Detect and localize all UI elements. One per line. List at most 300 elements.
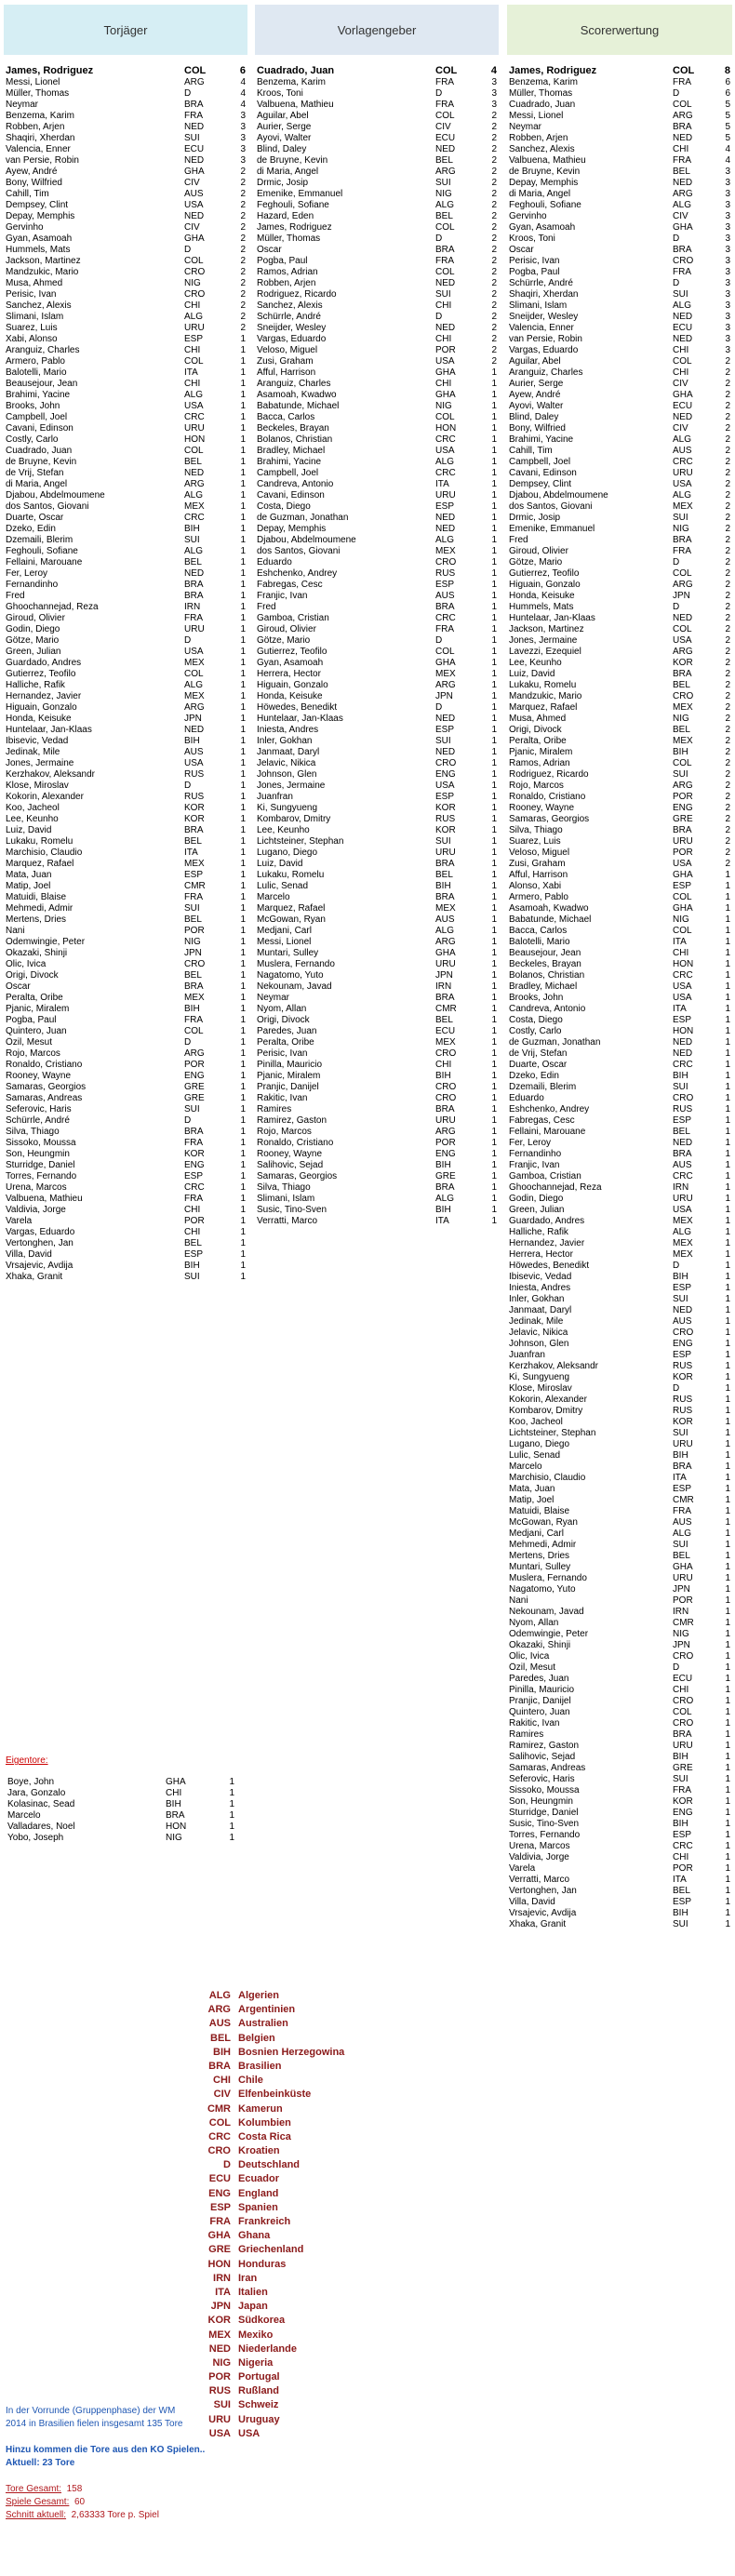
count-value: 3 [491, 77, 497, 87]
country-code: MEX [184, 859, 205, 869]
count-value: 1 [725, 1238, 730, 1248]
country-code: ARG [184, 77, 205, 87]
count-value: 1 [240, 367, 246, 378]
table-row [507, 1919, 732, 1930]
country-code: RUS [673, 1395, 693, 1405]
legend-code: CMR [207, 2102, 231, 2115]
player-name: Origi, Divock [509, 725, 562, 735]
table-row [507, 1060, 732, 1071]
count-value: 1 [491, 390, 497, 400]
player-name: Feghouli, Sofiane [6, 546, 78, 556]
table-row [507, 1305, 732, 1316]
player-name: Gutierrez, Teofilo [257, 647, 327, 657]
player-name: Torres, Fernando [509, 1830, 581, 1840]
count-value: 1 [725, 1528, 730, 1539]
player-name: Johnson, Glen [509, 1339, 569, 1349]
player-name: Kroos, Toni [257, 88, 303, 99]
count-value: 1 [725, 1182, 730, 1193]
table-row [507, 490, 732, 501]
table-row [507, 1160, 732, 1171]
country-code: CIV [184, 222, 200, 233]
player-name: Rooney, Wayne [509, 803, 575, 813]
count-value: 1 [240, 1026, 246, 1036]
note-line-4: Aktuell: 23 Tore [6, 2458, 75, 2468]
table-row [255, 769, 499, 781]
table-row [4, 903, 247, 914]
table-row [4, 1060, 247, 1071]
count-value: 1 [725, 1707, 730, 1717]
player-name: Mehmedi, Admir [6, 903, 74, 914]
player-name: Asamoah, Kwadwo [257, 390, 337, 400]
count-value: 1 [491, 736, 497, 746]
country-code: HON [673, 959, 694, 969]
table-row [507, 792, 732, 803]
count-value: 1 [491, 1093, 497, 1103]
player-name: Samaras, Georgios [6, 1082, 87, 1092]
country-code: ALG [673, 1528, 692, 1539]
count-value: 2 [491, 234, 497, 244]
table-row [507, 1629, 732, 1640]
table-row [4, 758, 247, 769]
table-row [507, 390, 732, 401]
country-code: BEL [673, 1886, 690, 1896]
country-code: KOR [435, 803, 456, 813]
table-row [255, 234, 499, 245]
country-code: CRO [673, 1093, 694, 1103]
country-code: SUI [673, 513, 688, 523]
legend-code: KOR [207, 2315, 231, 2327]
table-row [507, 1071, 732, 1082]
player-name: Musa, Ahmed [509, 714, 567, 724]
count-value: 1 [725, 1261, 730, 1271]
country-code: BIH [673, 1908, 688, 1918]
table-row [507, 669, 732, 680]
count-value: 2 [725, 792, 730, 802]
table-row [255, 647, 499, 658]
count-value: 2 [725, 479, 730, 489]
country-code: ARG [673, 111, 693, 121]
count-value: 1 [725, 1919, 730, 1929]
country-code: COL [184, 256, 204, 266]
table-row [507, 580, 732, 591]
table-row [4, 859, 247, 870]
country-code: GHA [673, 870, 693, 880]
count-value: 1 [491, 1082, 497, 1092]
player-name: Kerzhakov, Aleksandr [509, 1361, 598, 1371]
player-name: Giroud, Olivier [257, 624, 316, 634]
country-code: URU [673, 1741, 693, 1751]
country-code: KOR [673, 1417, 693, 1427]
player-name: Sneijder, Wesley [509, 312, 579, 322]
player-name: Müller, Thomas [6, 88, 70, 99]
table-row [507, 1372, 732, 1383]
table-row [507, 111, 732, 122]
table-row [255, 200, 499, 211]
count-value: 1 [725, 870, 730, 880]
table-row [255, 1182, 499, 1194]
count-value: 1 [725, 1484, 730, 1494]
player-name: Nekounam, Javad [509, 1607, 584, 1617]
country-code: JPN [673, 1584, 690, 1595]
player-name: Nagatomo, Yuto [509, 1584, 576, 1595]
player-name: Vargas, Eduardo [257, 334, 327, 344]
player-name: Godin, Diego [6, 624, 60, 634]
country-code: ESP [184, 1171, 204, 1181]
table-row [507, 1551, 732, 1562]
player-name: Beausejour, Jean [509, 948, 581, 958]
table-row [507, 1115, 732, 1127]
player-name: Depay, Memphis [257, 524, 327, 534]
country-code: ECU [184, 144, 205, 154]
country-code: BEL [184, 836, 202, 847]
count-value: 1 [491, 669, 497, 679]
count-value: 1 [725, 1875, 730, 1885]
player-name: Lukaku, Romelu [509, 680, 577, 690]
player-name: Samaras, Georgios [257, 1171, 338, 1181]
country-code: GHA [435, 948, 456, 958]
legend-row [182, 2116, 415, 2130]
count-value: 1 [240, 613, 246, 623]
spiele-gesamt [6, 2496, 275, 2509]
player-name: Paredes, Juan [257, 1026, 317, 1036]
player-name: Vargas, Eduardo [6, 1227, 75, 1237]
country-code: CIV [673, 211, 688, 221]
country-code: ITA [673, 1875, 687, 1885]
player-name: Mandzukic, Mario [6, 267, 79, 277]
country-code: NED [673, 613, 693, 623]
player-name: Rooney, Wayne [257, 1149, 323, 1159]
table-row [255, 702, 499, 714]
player-name: Mata, Juan [509, 1484, 555, 1494]
table-row [507, 714, 732, 725]
player-name: Cuadrado, Juan [6, 446, 73, 456]
player-name: dos Santos, Giovani [6, 501, 89, 512]
count-value: 2 [491, 122, 497, 132]
table-row [255, 758, 499, 769]
country-code: ITA [673, 1004, 687, 1014]
player-name: Lichtsteiner, Stephan [257, 836, 344, 847]
player-name: Perisic, Ivan [6, 289, 57, 300]
count-value: 2 [725, 859, 730, 869]
player-name: Giroud, Olivier [509, 546, 568, 556]
country-code: CRO [673, 1328, 694, 1338]
table-row [255, 1015, 499, 1026]
count-value: 1 [491, 501, 497, 512]
table-row [507, 1540, 732, 1551]
table-row [507, 1729, 732, 1741]
count-value: 2 [725, 624, 730, 634]
player-name: Jackson, Martinez [6, 256, 81, 266]
country-code: GHA [673, 390, 693, 400]
player-name: Özil, Mesut [509, 1662, 556, 1673]
player-name: Valencia, Enner [6, 144, 71, 154]
country-code: MEX [673, 1249, 693, 1260]
count-value: 1 [240, 1015, 246, 1025]
count-value: 1 [725, 1741, 730, 1751]
country-code: COL [184, 446, 204, 456]
country-code: COL [673, 1707, 692, 1717]
table-row [507, 658, 732, 669]
player-name: Neymar [6, 100, 39, 110]
player-name: Jelavic, Nikica [509, 1328, 568, 1338]
player-name: Hazard, Eden [257, 211, 314, 221]
player-name: Armero, Pablo [6, 356, 65, 367]
count-value: 2 [725, 524, 730, 534]
count-value: 1 [240, 1093, 246, 1103]
player-name: Gyan, Asamoah [509, 222, 576, 233]
country-code: POR [435, 345, 456, 355]
table-row [507, 825, 732, 836]
count-value: 1 [491, 557, 497, 567]
country-code: BIH [435, 1205, 451, 1215]
table-row [4, 457, 247, 468]
table-row [507, 1093, 732, 1104]
count-value: 1 [240, 1227, 246, 1237]
country-code: D [673, 88, 680, 99]
count-value: 2 [240, 278, 246, 288]
table-row [507, 635, 732, 647]
country-code: CMR [184, 881, 206, 891]
count-value: 1 [725, 1729, 730, 1740]
count-value: 1 [491, 803, 497, 813]
country-code: ENG [184, 1160, 205, 1170]
count-value: 2 [491, 312, 497, 322]
count-value: 2 [725, 546, 730, 556]
count-value: 1 [240, 1082, 246, 1092]
count-value: 1 [725, 970, 730, 981]
country-code: USA [184, 200, 204, 210]
legend-row [182, 2144, 415, 2158]
count-value: 1 [240, 725, 246, 735]
player-name: Perisic, Ivan [509, 256, 560, 266]
player-name: Drmic, Josip [509, 513, 561, 523]
player-name: Bacca, Carlos [509, 926, 568, 936]
count-value: 1 [240, 535, 246, 545]
table-row [4, 1238, 247, 1249]
table-row [507, 144, 732, 155]
spiele-gesamt-label: Spiele Gesamt: [6, 2497, 70, 2507]
table-row [507, 1562, 732, 1573]
count-value: 1 [491, 825, 497, 835]
count-value: 1 [725, 1573, 730, 1583]
count-value: 2 [725, 468, 730, 478]
country-code: COL [673, 758, 692, 768]
table-row [507, 267, 732, 278]
table-row [507, 278, 732, 289]
count-value: 1 [491, 1004, 497, 1014]
player-name: Brahimi, Yacine [257, 457, 322, 467]
player-name: Varela [6, 1216, 33, 1226]
table-row [4, 624, 247, 635]
legend-row [182, 1989, 415, 2003]
count-value: 1 [240, 669, 246, 679]
country-code: MEX [435, 1037, 456, 1048]
country-code: D [673, 1261, 680, 1271]
legend-country: Ecuador [238, 2173, 280, 2185]
player-name: Aranguiz, Charles [509, 367, 583, 378]
count-value: 1 [725, 1060, 730, 1070]
count-value: 2 [240, 234, 246, 244]
player-name: Inler, Gokhan [509, 1294, 565, 1304]
table-row [507, 769, 732, 781]
table-row [4, 546, 247, 557]
count-value: 1 [240, 1149, 246, 1159]
player-name: Bony, Wilfried [6, 178, 62, 188]
player-name: Benzema, Karim [6, 111, 74, 121]
table-row [507, 591, 732, 602]
table-row [4, 836, 247, 848]
country-code: FRA [435, 100, 454, 110]
player-name: Bradley, Michael [509, 981, 578, 992]
count-value: 1 [491, 446, 497, 456]
country-code: D [184, 1115, 192, 1126]
legend-country: Australien [238, 2018, 288, 2030]
table-row [255, 1082, 499, 1093]
player-name: Lee, Keunho [509, 658, 562, 668]
player-name: Kombarov, Dmitry [509, 1406, 583, 1416]
player-name: Jones, Jermaine [509, 635, 578, 646]
table-row [4, 635, 247, 647]
count-value: 1 [725, 1417, 730, 1427]
legend-code: CIV [213, 2089, 231, 2101]
legend-code: CHI [213, 2075, 231, 2087]
country-code: URU [435, 848, 456, 858]
table-row [4, 1093, 247, 1104]
table-row [4, 1104, 247, 1115]
legend-row [182, 2384, 415, 2398]
player-name: Sanchez, Alexis [6, 300, 72, 311]
table-row [255, 680, 499, 691]
count-value: 1 [491, 401, 497, 411]
table-row [507, 1395, 732, 1406]
player-name: Perisic, Ivan [257, 1048, 308, 1059]
country-code: BRA [673, 1729, 692, 1740]
player-name: Jones, Jermaine [6, 758, 74, 768]
table-row [4, 870, 247, 881]
table-row [255, 781, 499, 792]
country-code: NED [673, 1305, 693, 1315]
country-code: AUS [184, 747, 204, 757]
count-value: 1 [491, 1194, 497, 1204]
table-row [507, 1171, 732, 1182]
table-row [255, 1160, 499, 1171]
player-name: Origi, Divock [6, 970, 59, 981]
country-code: ALG [435, 1194, 455, 1204]
country-code: ALG [184, 680, 204, 690]
count-value: 1 [725, 1852, 730, 1862]
count-value: 4 [725, 155, 730, 166]
count-value: 2 [725, 490, 730, 501]
player-name: Green, Julian [6, 647, 61, 657]
country-code: ARG [435, 937, 456, 947]
player-name: Kolasinac, Sead [7, 1799, 75, 1809]
count-value: 1 [725, 1071, 730, 1081]
count-value: 1 [725, 993, 730, 1003]
player-name: Juanfran [509, 1350, 545, 1360]
player-name: Silva, Thiago [257, 1182, 311, 1193]
table-row [507, 948, 732, 959]
country-code: CRO [184, 289, 206, 300]
count-value: 1 [725, 1406, 730, 1416]
count-value: 1 [240, 1115, 246, 1126]
player-name: Marchisio, Claudio [6, 848, 83, 858]
player-name: Afful, Harrison [257, 367, 316, 378]
table-row [255, 300, 499, 312]
count-value: 1 [725, 1462, 730, 1472]
country-code: ARG [184, 479, 205, 489]
count-value: 2 [725, 580, 730, 590]
count-value: 1 [240, 624, 246, 634]
table-row [507, 1127, 732, 1138]
country-code: CHI [673, 345, 689, 355]
table-row [255, 1104, 499, 1115]
schnitt-aktuell-label: Schnitt aktuell: [6, 2510, 67, 2520]
player-name: Campbell, Joel [6, 412, 68, 422]
player-name: Eduardo [257, 557, 292, 567]
table-row [255, 468, 499, 479]
player-name: Torres, Fernando [6, 1171, 77, 1181]
player-name: Lulic, Senad [509, 1450, 561, 1461]
table-row [4, 792, 247, 803]
country-code: ALG [435, 535, 455, 545]
legend-row [182, 2342, 415, 2356]
table-row [4, 1015, 247, 1026]
player-name: Lee, Keunho [6, 814, 59, 824]
player-name: Ki, Sungyueng [509, 1372, 570, 1382]
legend-country: Brasilien [238, 2060, 282, 2072]
country-code: SUI [673, 1919, 688, 1929]
country-code: D [184, 88, 192, 99]
country-code: MEX [184, 501, 205, 512]
country-code: ALG [184, 490, 204, 501]
player-name: Mertens, Dries [509, 1551, 570, 1561]
legend-code: SUI [213, 2399, 231, 2411]
player-name: Marquez, Rafael [257, 903, 326, 914]
player-name: Hummels, Mats [6, 245, 71, 255]
country-code: AUS [673, 1316, 692, 1327]
count-value: 2 [491, 178, 497, 188]
player-name: Djabou, Abdelmoumene [509, 490, 608, 501]
count-value: 2 [725, 803, 730, 813]
country-code: FRA [184, 1138, 203, 1148]
country-code: USA [184, 401, 204, 411]
country-code: ECU [435, 133, 456, 143]
table-row [4, 200, 247, 211]
player-name: Suarez, Luis [6, 323, 58, 333]
count-value: 1 [240, 434, 246, 445]
table-row [255, 334, 499, 345]
table-row [507, 903, 732, 914]
count-value: 1 [725, 1473, 730, 1483]
count-value: 3 [725, 312, 730, 322]
count-value: 2 [491, 133, 497, 143]
note-line-2: 2014 in Brasilien fielen insgesamt 135 Tore [6, 2419, 183, 2429]
country-code: BRA [673, 669, 692, 679]
country-code: CHI [184, 300, 201, 311]
table-row [507, 1819, 732, 1830]
table-row [255, 1205, 499, 1216]
table-row [507, 423, 732, 434]
player-name: Messi, Lionel [6, 77, 60, 87]
count-value: 1 [725, 1339, 730, 1349]
player-name: Higuain, Gonzalo [257, 680, 328, 690]
country-code: CRO [673, 1696, 694, 1706]
player-name: Emenike, Emmanuel [509, 524, 595, 534]
count-value: 1 [725, 1160, 730, 1170]
country-code: POR [435, 1138, 456, 1148]
table-row [4, 133, 247, 144]
count-value: 1 [240, 446, 246, 456]
